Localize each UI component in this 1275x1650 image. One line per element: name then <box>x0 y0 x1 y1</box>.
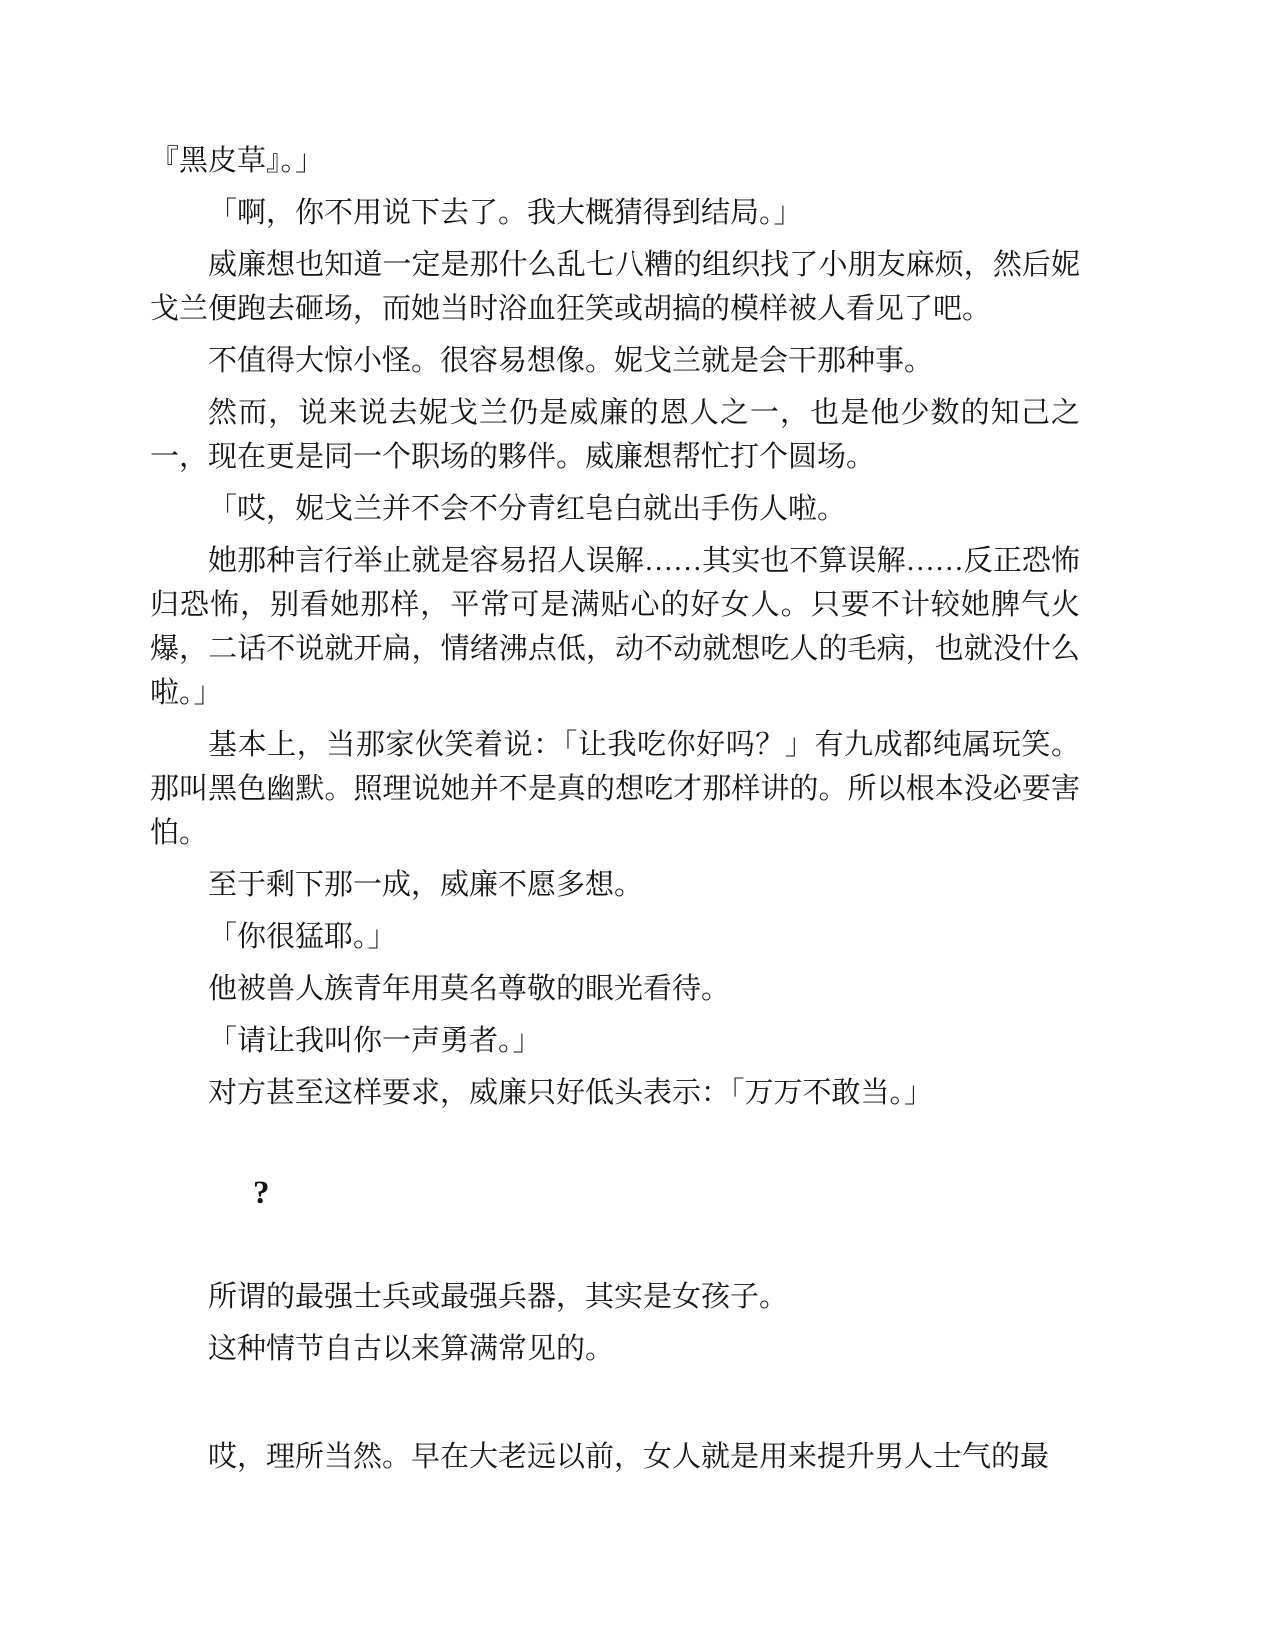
blank-line <box>150 1379 1080 1435</box>
paragraph: 哎，理所当然。早在大老远以前，女人就是用来提升男人士气的最 <box>208 1441 1050 1473</box>
paragraph: 对方甚至这样要求，威廉只好低头表示：「万万不敢当。」 <box>208 1077 934 1109</box>
paragraph: 「你很猛耶。」 <box>208 921 397 953</box>
section-divider: ? <box>253 1175 270 1211</box>
paragraph: 基本上，当那家伙笑着说：「让我吃你好吗？」有九成都纯属玩笑。那叫黑色幽默。照理说她并不是真的想吃才那样讲的。所以根本没必要害怕。 <box>150 729 1080 849</box>
paragraph: 「哎，妮戈兰并不会不分青红皂白就出手伤人啦。 <box>208 493 847 525</box>
paragraph: 所谓的最强士兵或最强兵器，其实是女孩子。 <box>208 1281 789 1313</box>
paragraph: 这种情节自古以来算满常见的。 <box>208 1333 615 1365</box>
paragraph: 然而，说来说去妮戈兰仍是威廉的恩人之一，也是他少数的知己之一，现在更是同一个职场的夥伴。威廉想帮忙打个圆场。 <box>150 397 1080 473</box>
paragraph: 『黑皮草』。」 <box>150 145 325 177</box>
paragraph: 「啊，你不用说下去了。我大概猜得到结局。」 <box>208 197 803 229</box>
paragraph: 威廉想也知道一定是那什么乱七八糟的组织找了小朋友麻烦，然后妮戈兰便跑去砸场，而她当时浴血狂笑或胡搞的模样被人看见了吧。 <box>150 249 1080 325</box>
paragraph: 至于剩下那一成，威廉不愿多想。 <box>208 869 644 901</box>
paragraph: 他被兽人族青年用莫名尊敬的眼光看待。 <box>208 973 731 1005</box>
paragraph: 不值得大惊小怪。很容易想像。妮戈兰就是会干那种事。 <box>208 345 934 377</box>
paragraph: 「请让我叫你一声勇者。」 <box>208 1025 542 1057</box>
page-text-block <box>150 139 1080 1487</box>
paragraph: 她那种言行举止就是容易招人误解……其实也不算误解……反正恐怖归恐怖，别看她那样，平常可是满贴心的好女人。只要不计较她脾气火爆，二话不说就开扁，情绪沸点低，动不动就想吃人的毛病，也就没什么啦。」 <box>150 545 1080 709</box>
